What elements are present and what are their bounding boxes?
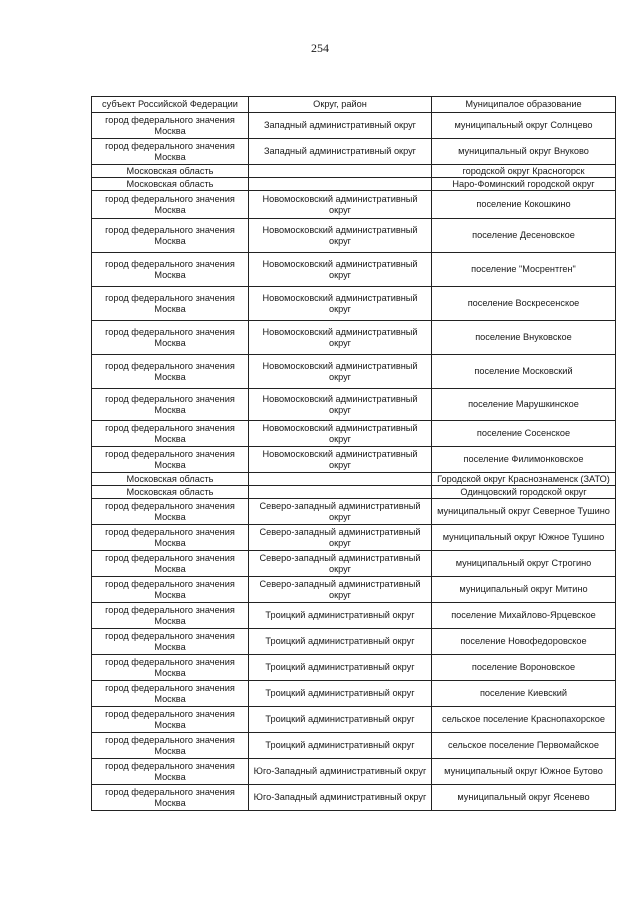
cell-municipality: поселение Марушкинское [432, 389, 616, 421]
cell-subject: Московская область [92, 486, 249, 499]
cell-district: Новомосковский административный округ [249, 321, 432, 355]
table-row [92, 191, 616, 219]
cell-municipality: муниципальный округ Солнцево [432, 113, 616, 139]
cell-subject: город федерального значения Москва [92, 113, 249, 139]
header-municipality: Муниципалое образование [432, 97, 616, 113]
municipalities-table [91, 96, 616, 811]
cell-subject: город федерального значения Москва [92, 191, 249, 219]
table-row [92, 577, 616, 603]
cell-district: Троицкий административный округ [249, 629, 432, 655]
table-row [92, 486, 616, 499]
cell-subject: город федерального значения Москва [92, 525, 249, 551]
cell-subject: город федерального значения Москва [92, 321, 249, 355]
cell-district: Новомосковский административный округ [249, 191, 432, 219]
page-number: 254 [311, 41, 329, 55]
cell-municipality: сельское поселение Краснопахорское [432, 707, 616, 733]
cell-district: Новомосковский административный округ [249, 447, 432, 473]
cell-municipality: муниципальный округ Южное Бутово [432, 759, 616, 785]
cell-subject: город федерального значения Москва [92, 139, 249, 165]
table-row [92, 655, 616, 681]
cell-municipality: поселение Новофедоровское [432, 629, 616, 655]
table-row [92, 525, 616, 551]
table-row [92, 707, 616, 733]
table-row [92, 785, 616, 811]
cell-municipality: городской округ Красногорск [432, 165, 616, 178]
table-row [92, 551, 616, 577]
cell-municipality: муниципальный округ Митино [432, 577, 616, 603]
cell-district: Троицкий административный округ [249, 603, 432, 629]
cell-municipality: Одинцовский городской округ [432, 486, 616, 499]
cell-district: Северо-западный административный округ [249, 551, 432, 577]
cell-subject: город федерального значения Москва [92, 733, 249, 759]
cell-district: Новомосковский административный округ [249, 389, 432, 421]
cell-subject: город федерального значения Москва [92, 603, 249, 629]
table-row [92, 473, 616, 486]
table-row [92, 219, 616, 253]
table-row [92, 113, 616, 139]
cell-district: Троицкий административный округ [249, 681, 432, 707]
cell-district [249, 165, 432, 178]
cell-district: Северо-западный административный округ [249, 577, 432, 603]
cell-municipality: муниципальный округ Северное Тушино [432, 499, 616, 525]
cell-district: Западный административный округ [249, 113, 432, 139]
table-row [92, 421, 616, 447]
cell-district: Юго-Западный административный округ [249, 759, 432, 785]
table-row [92, 629, 616, 655]
cell-municipality: поселение Московский [432, 355, 616, 389]
table-row [92, 178, 616, 191]
cell-subject: город федерального значения Москва [92, 355, 249, 389]
cell-municipality: поселение Филимонковское [432, 447, 616, 473]
header-subject: субъект Российской Федерации [92, 97, 249, 113]
cell-municipality: Городской округ Краснознаменск (ЗАТО) [432, 473, 616, 486]
table-row [92, 355, 616, 389]
cell-municipality: муниципальный округ Строгино [432, 551, 616, 577]
table-row [92, 733, 616, 759]
cell-municipality: поселение Вороновское [432, 655, 616, 681]
cell-subject: город федерального значения Москва [92, 785, 249, 811]
cell-municipality: сельское поселение Первомайское [432, 733, 616, 759]
table-row [92, 759, 616, 785]
cell-subject: город федерального значения Москва [92, 577, 249, 603]
table-header-row [92, 97, 616, 113]
table-row [92, 389, 616, 421]
cell-district: Новомосковский административный округ [249, 287, 432, 321]
cell-district: Северо-западный административный округ [249, 499, 432, 525]
cell-district: Новомосковский административный округ [249, 253, 432, 287]
cell-subject: город федерального значения Москва [92, 629, 249, 655]
table-row [92, 287, 616, 321]
cell-district: Новомосковский административный округ [249, 355, 432, 389]
cell-municipality: муниципальный округ Южное Тушино [432, 525, 616, 551]
cell-municipality: поселение Внуковское [432, 321, 616, 355]
table-row [92, 139, 616, 165]
table-row [92, 603, 616, 629]
table-row [92, 499, 616, 525]
table-row [92, 321, 616, 355]
cell-subject: город федерального значения Москва [92, 655, 249, 681]
cell-municipality: Наро-Фоминский городской округ [432, 178, 616, 191]
cell-district: Троицкий административный округ [249, 733, 432, 759]
cell-municipality: поселение Сосенское [432, 421, 616, 447]
table-row [92, 253, 616, 287]
cell-subject: Московская область [92, 473, 249, 486]
cell-municipality: поселение Воскресенское [432, 287, 616, 321]
cell-district: Западный административный округ [249, 139, 432, 165]
cell-subject: город федерального значения Москва [92, 499, 249, 525]
cell-district [249, 473, 432, 486]
cell-subject: город федерального значения Москва [92, 287, 249, 321]
cell-municipality: поселение Кокошкино [432, 191, 616, 219]
cell-subject: город федерального значения Москва [92, 681, 249, 707]
table-row [92, 447, 616, 473]
cell-district: Северо-западный административный округ [249, 525, 432, 551]
cell-municipality: поселение Десеновское [432, 219, 616, 253]
cell-district: Юго-Западный административный округ [249, 785, 432, 811]
cell-district: Троицкий административный округ [249, 707, 432, 733]
cell-district: Новомосковский административный округ [249, 219, 432, 253]
cell-subject: город федерального значения Москва [92, 759, 249, 785]
header-district: Округ, район [249, 97, 432, 113]
cell-subject: город федерального значения Москва [92, 421, 249, 447]
table-row [92, 165, 616, 178]
table-row [92, 681, 616, 707]
cell-district: Новомосковский административный округ [249, 421, 432, 447]
cell-district [249, 486, 432, 499]
cell-district [249, 178, 432, 191]
cell-municipality: муниципальный округ Внуково [432, 139, 616, 165]
cell-subject: город федерального значения Москва [92, 707, 249, 733]
cell-subject: город федерального значения Москва [92, 219, 249, 253]
cell-subject: город федерального значения Москва [92, 389, 249, 421]
cell-subject: город федерального значения Москва [92, 447, 249, 473]
cell-district: Троицкий административный округ [249, 655, 432, 681]
cell-subject: город федерального значения Москва [92, 253, 249, 287]
cell-subject: город федерального значения Москва [92, 551, 249, 577]
cell-municipality: поселение "Мосрентген" [432, 253, 616, 287]
cell-subject: Московская область [92, 165, 249, 178]
cell-municipality: муниципальный округ Ясенево [432, 785, 616, 811]
cell-subject: Московская область [92, 178, 249, 191]
cell-municipality: поселение Киевский [432, 681, 616, 707]
cell-municipality: поселение Михайлово-Ярцевское [432, 603, 616, 629]
